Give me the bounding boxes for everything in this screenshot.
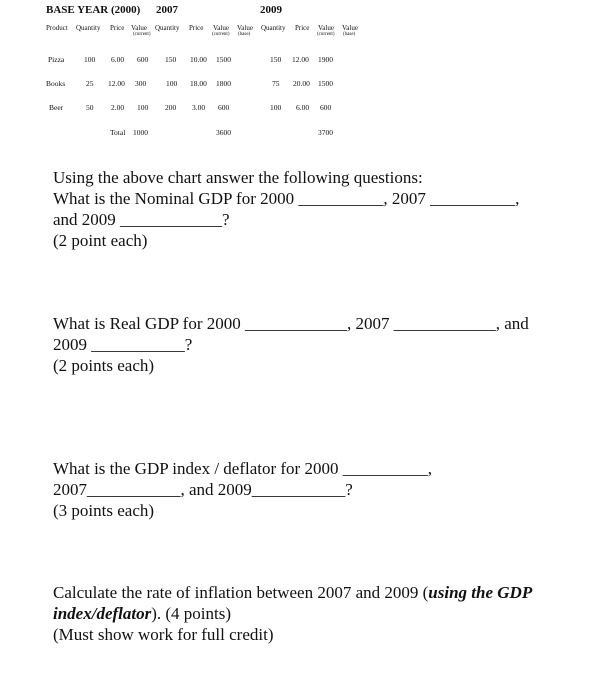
question-inflation-points: ). (4 points)	[151, 604, 232, 623]
total-2007: 3600	[216, 128, 231, 137]
question-real-gdp-line2: 2009 ___________?	[53, 335, 193, 354]
table-cell: 6.00	[296, 103, 310, 112]
question-nominal-gdp-line2: and 2009 ____________?	[53, 210, 230, 229]
col-price-2007: Price	[189, 24, 204, 32]
total-2009: 3700	[318, 128, 333, 137]
table-cell: 600	[320, 103, 332, 112]
question-inflation-line2	[53, 603, 231, 624]
table-cell: 100	[84, 55, 96, 64]
question-deflator-line2: 2007___________, and 2009___________?	[53, 480, 353, 499]
sub-current-base-year: (current)	[133, 32, 151, 37]
question-nominal-gdp-line1: What is the Nominal GDP for 2000 __________, 2007 __________,	[53, 189, 520, 208]
table-cell: 1900	[318, 55, 333, 64]
table-cell: 200	[165, 103, 177, 112]
col-value-base-2009: Value	[342, 24, 358, 32]
year-2009-heading: 2009	[260, 4, 282, 16]
sub-base-2007: (base)	[238, 32, 251, 37]
table-cell: 150	[270, 55, 282, 64]
table-cell: 75	[272, 79, 280, 88]
col-value-base: Value	[131, 24, 147, 32]
row-books-product: Books	[46, 79, 66, 88]
table-cell: 100	[270, 103, 282, 112]
questions-intro: Using the above chart answer the following questions:	[53, 168, 423, 187]
table-cell: 18.00	[190, 79, 207, 88]
col-value-current-2007: Value	[213, 24, 229, 32]
col-price-2009: Price	[295, 24, 310, 32]
row-beer-product: Beer	[49, 103, 64, 112]
total-base-year: 1000	[133, 128, 148, 137]
table-cell: 300	[135, 79, 147, 88]
col-value-current-2009: Value	[318, 24, 334, 32]
col-quantity-base: Quantity	[76, 24, 101, 32]
question-inflation-text: Calculate the rate of inflation between 2007 and 2009 (	[53, 583, 429, 602]
col-quantity-2009: Quantity	[261, 24, 286, 32]
question-inflation-emphasis: using the GDP	[428, 583, 533, 602]
table-cell: 50	[86, 103, 94, 112]
table-cell: 20.00	[293, 79, 310, 88]
sub-base-2009: (base)	[343, 32, 356, 37]
table-cell: 600	[218, 103, 230, 112]
question-inflation-note: (Must show work for full credit)	[53, 625, 274, 644]
table-cell: 100	[137, 103, 149, 112]
question-real-gdp-points: (2 points each)	[53, 356, 155, 375]
row-pizza-product: Pizza	[48, 55, 65, 64]
total-label: Total	[110, 128, 126, 137]
question-deflator-points: (3 points each)	[53, 501, 155, 520]
table-cell: 1800	[216, 79, 231, 88]
col-value-base-2007: Value	[237, 24, 253, 32]
col-product: Product	[46, 24, 68, 32]
question-real-gdp-line1: What is Real GDP for 2000 ____________, 2007 ____________, and	[53, 314, 529, 333]
table-cell: 12.00	[108, 79, 125, 88]
table-cell: 2.00	[111, 103, 125, 112]
table-cell: 12.00	[292, 55, 309, 64]
table-cell: 150	[165, 55, 177, 64]
col-quantity-2007: Quantity	[155, 24, 180, 32]
table-cell: 3.00	[192, 103, 206, 112]
question-nominal-gdp-points: (2 point each)	[53, 231, 148, 250]
sub-current-2007: (current)	[212, 32, 230, 37]
table-cell: 100	[166, 79, 178, 88]
question-inflation-emphasis-2: index/deflator	[53, 604, 152, 623]
table-cell: 1500	[318, 79, 333, 88]
base-year-heading: BASE YEAR (2000)	[46, 4, 141, 16]
sub-current-2009: (current)	[317, 32, 335, 37]
table-cell: 10.00	[190, 55, 207, 64]
question-deflator-line1: What is the GDP index / deflator for 2000 __________,	[53, 459, 432, 478]
table-cell: 25	[86, 79, 94, 88]
table-cell: 1500	[216, 55, 231, 64]
table-cell: 600	[137, 55, 149, 64]
year-2007-heading: 2007	[156, 4, 178, 16]
col-price-base: Price	[110, 24, 125, 32]
question-inflation-line1	[53, 582, 532, 603]
table-cell: 6.00	[111, 55, 125, 64]
